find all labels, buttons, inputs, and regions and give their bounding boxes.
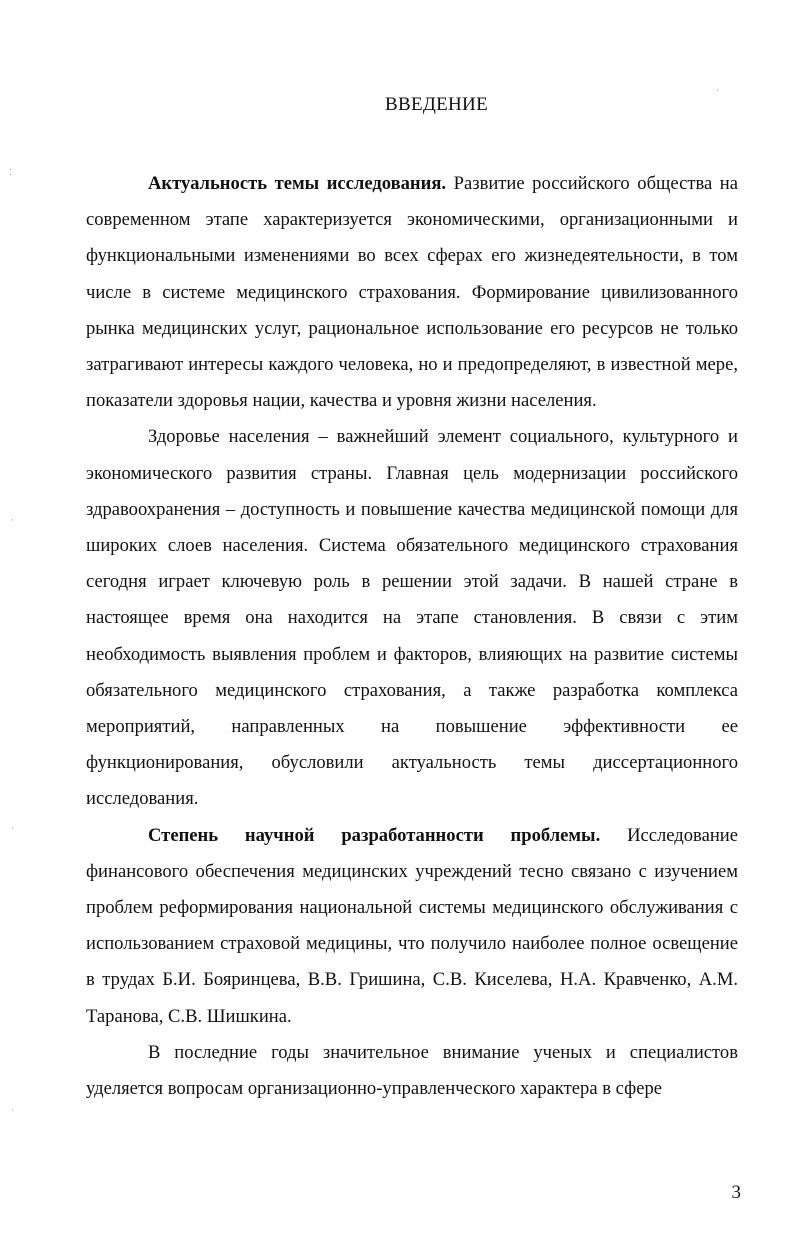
page-number: 3 bbox=[731, 1182, 741, 1203]
page-title: ВВЕДЕНИЕ bbox=[385, 94, 488, 115]
paragraph-text: Развитие российского общества на современном этапе характеризуется экономическими, организационными и функциональными изменениями во всех сферах его жизнедеятельности, в том числе в системе медицинского страхования. Формирование цивилизованного рынка медицинских услуг, рациональное использование его ресурсов не только затрагивают интересы каждого человека, но и предопределяют, в известной мере, показатели здоровья нации, качества и уровня жизни населения. bbox=[86, 173, 738, 412]
scan-speck: · bbox=[11, 515, 14, 525]
paragraph-relevance bbox=[86, 166, 738, 419]
scan-speck: · bbox=[11, 823, 14, 833]
scan-speck: ⁚ bbox=[9, 167, 12, 177]
paragraph-research-degree bbox=[86, 818, 738, 1035]
scan-speck: · bbox=[716, 85, 719, 95]
paragraph-lead: Степень научной разработанности проблемы. bbox=[148, 824, 601, 846]
paragraph-text: В последние годы значительное внимание ученых и специалистов уделяется вопросам организационно-управленческого характера в сфере bbox=[86, 1041, 738, 1100]
scan-speck: · bbox=[11, 1105, 14, 1115]
paragraph-recent-years bbox=[86, 1035, 738, 1107]
paragraph-text: Исследование финансового обеспечения медицинских учреждений тесно связано с изучением проблем реформирования национальной системы медицинского обслуживания с использованием страховой медицины, что получило наиболее полное освещение в трудах Б.И. Бояринцева, В.В. Гришина, С.В. Киселева, Н.А. Кравченко, А.М. Таранова, С.В. Шишкина. bbox=[86, 824, 738, 1027]
paragraph-text: Здоровье населения – важнейший элемент социального, культурного и экономического развития страны. Главная цель модернизации российского здравоохранения – доступность и повышение качества медицинской помощи для широких слоев населения. Система обязательного медицинского страхования сегодня играет ключевую роль в решении этой задачи. В нашей стране в настоящее время она находится на этапе становления. В связи с этим необходимость выявления проблем и факторов, влияющих на развитие системы обязательного медицинского страхования, а также разработка комплекса мероприятий, направленных на повышение эффективности ее функционирования, обусловили актуальность темы диссертационного исследования. bbox=[86, 426, 738, 810]
paragraph-lead: Актуальность темы исследования. bbox=[148, 173, 447, 194]
paragraph-health bbox=[86, 419, 738, 817]
document-body bbox=[86, 166, 738, 1107]
